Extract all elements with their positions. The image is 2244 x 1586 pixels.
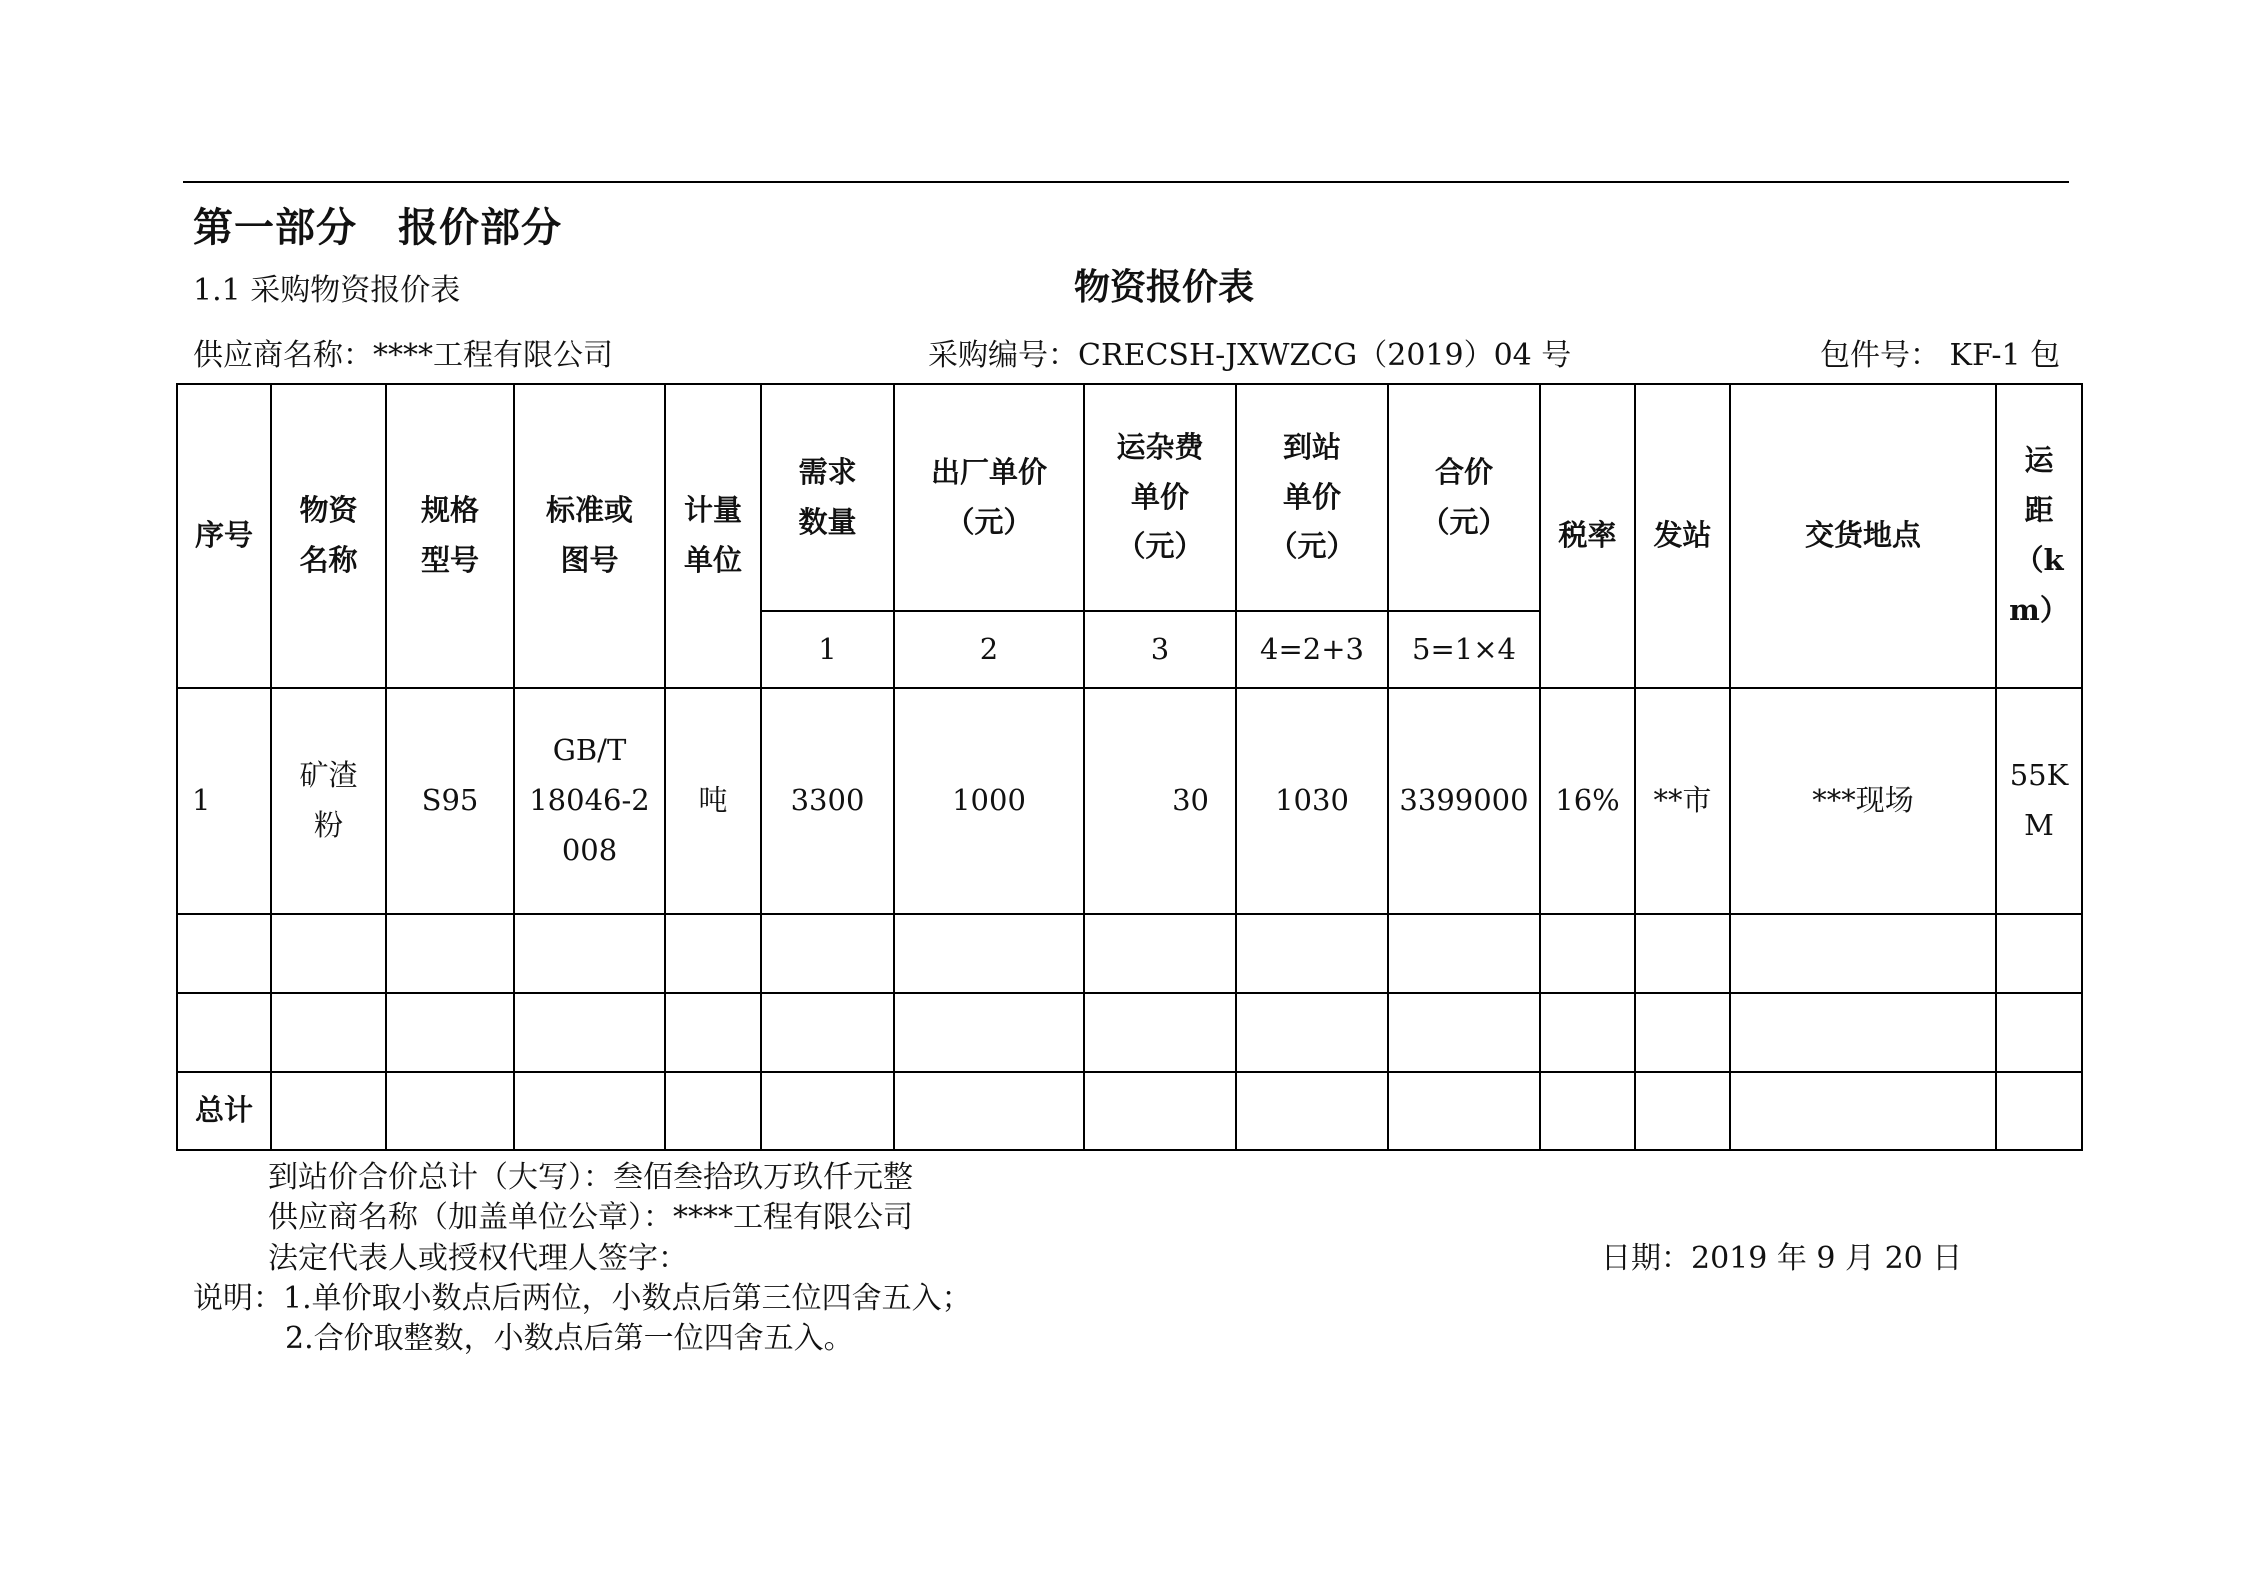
formula-total: 5=1×4 (1388, 611, 1540, 688)
form-title: 物资报价表 (1074, 266, 1255, 308)
quote-table (176, 383, 2083, 1151)
table-row (177, 993, 2082, 1072)
total-label: 总计 (177, 1072, 271, 1150)
header-qty: 需求 数量 (761, 384, 894, 611)
row-station-price: 1030 (1236, 688, 1388, 914)
total-in-words: 到站价合价总计（大写）：叁佰叁拾玖万玖仟元整 (268, 1160, 913, 1195)
header-total: 合价 （元） (1388, 384, 1540, 611)
supplier-seal-line: 供应商名称（加盖单位公章）：****工程有限公司 (268, 1200, 913, 1235)
row-standard: GB/T 18046-2 008 (514, 688, 665, 914)
header-station: 发站 (1635, 384, 1730, 688)
formula-qty: 1 (761, 611, 894, 688)
header-factory-price: 出厂单价 （元） (894, 384, 1084, 611)
header-station-price: 到站 单价 （元） (1236, 384, 1388, 611)
row-spec: S95 (386, 688, 514, 914)
row-delivery: ***现场 (1730, 688, 1996, 914)
part-title: 第一部分 报价部分 (193, 204, 562, 251)
header-seq: 序号 (177, 384, 271, 688)
table-row (177, 914, 2082, 993)
note-1: 说明：1.单价取小数点后两位，小数点后第三位四舍五入； (193, 1281, 972, 1316)
row-seq: 1 (177, 688, 271, 914)
header-delivery: 交货地点 (1730, 384, 1996, 688)
header-row (177, 384, 2082, 611)
formula-freight: 3 (1084, 611, 1236, 688)
header-spec: 规格 型号 (386, 384, 514, 688)
supplier-name: 供应商名称：****工程有限公司 (193, 338, 613, 373)
header-distance: 运 距 （k m） (1996, 384, 2082, 688)
header-rule (183, 181, 2069, 183)
table-row (177, 688, 2082, 914)
row-tax: 16% (1540, 688, 1635, 914)
row-freight: 30 (1084, 688, 1236, 914)
row-station: **市 (1635, 688, 1730, 914)
formula-factory-price: 2 (894, 611, 1084, 688)
header-standard: 标准或 图号 (514, 384, 665, 688)
row-qty: 3300 (761, 688, 894, 914)
note-2: 2.合价取整数，小数点后第一位四舍五入。 (285, 1321, 854, 1356)
signature-line: 法定代表人或授权代理人签字： (268, 1241, 688, 1276)
row-distance: 55K M (1996, 688, 2082, 914)
row-unit: 吨 (665, 688, 761, 914)
header-unit: 计量 单位 (665, 384, 761, 688)
row-name: 矿渣 粉 (271, 688, 386, 914)
header-name: 物资 名称 (271, 384, 386, 688)
header-freight: 运杂费 单价 （元） (1084, 384, 1236, 611)
total-row (177, 1072, 2082, 1150)
header-tax: 税率 (1540, 384, 1635, 688)
package-number: 包件号： KF-1 包 (1820, 338, 2061, 373)
section-title: 1.1 采购物资报价表 (193, 273, 461, 308)
date-line: 日期：2019 年 9 月 20 日 (1601, 1241, 1963, 1276)
row-factory-price: 1000 (894, 688, 1084, 914)
formula-station-price: 4=2+3 (1236, 611, 1388, 688)
row-total: 3399000 (1388, 688, 1540, 914)
procurement-code: 采购编号：CRECSH-JXWZCG（2019）04 号 (928, 338, 1572, 373)
